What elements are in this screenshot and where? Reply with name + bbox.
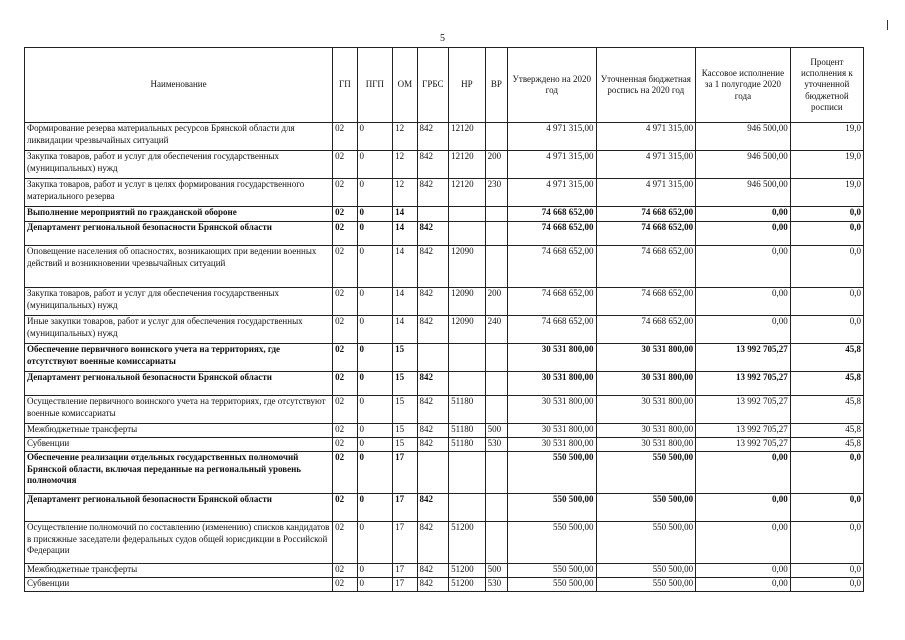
pgp-cell: 0 bbox=[357, 288, 393, 316]
table-header-row bbox=[25, 48, 864, 123]
gp-cell: 02 bbox=[333, 372, 357, 396]
cash-cell: 0,00 bbox=[696, 207, 791, 222]
vr-cell bbox=[485, 207, 507, 222]
np-cell: 51180 bbox=[449, 438, 486, 452]
revised-cell: 74 668 652,00 bbox=[596, 207, 696, 222]
approved-cell: 4 971 315,00 bbox=[508, 179, 596, 207]
cash-cell: 13 992 705,27 bbox=[696, 372, 791, 396]
name-cell: Иные закупки товаров, работ и услуг для обеспечения государственных (муниципальных) нужд bbox=[25, 316, 333, 344]
header-approved: Утверждено на 2020 год bbox=[508, 48, 596, 123]
grbs-cell: 842 bbox=[417, 123, 449, 151]
name-cell: Департамент региональной безопасности Брянской области bbox=[25, 222, 333, 246]
grbs-cell: 842 bbox=[417, 222, 449, 246]
pgp-cell: 0 bbox=[357, 494, 393, 522]
revised-cell: 4 971 315,00 bbox=[596, 123, 696, 151]
revised-cell: 74 668 652,00 bbox=[596, 246, 696, 288]
om-cell: 14 bbox=[393, 246, 417, 288]
table-row bbox=[25, 452, 864, 494]
cash-cell: 0,00 bbox=[696, 316, 791, 344]
om-cell: 12 bbox=[393, 179, 417, 207]
approved-cell: 74 668 652,00 bbox=[508, 316, 596, 344]
percent-cell: 19,0 bbox=[790, 123, 863, 151]
revised-cell: 30 531 800,00 bbox=[596, 372, 696, 396]
pgp-cell: 0 bbox=[357, 438, 393, 452]
revised-cell: 30 531 800,00 bbox=[596, 396, 696, 424]
om-cell: 17 bbox=[393, 578, 417, 592]
percent-cell: 0,0 bbox=[790, 564, 863, 578]
header-name: Наименование bbox=[25, 48, 333, 123]
cash-cell: 13 992 705,27 bbox=[696, 438, 791, 452]
percent-cell: 45,8 bbox=[790, 344, 863, 372]
vr-cell bbox=[485, 494, 507, 522]
np-cell: 51180 bbox=[449, 424, 486, 438]
cash-cell: 946 500,00 bbox=[696, 123, 791, 151]
revised-cell: 4 971 315,00 bbox=[596, 179, 696, 207]
np-cell bbox=[449, 222, 486, 246]
pgp-cell: 0 bbox=[357, 179, 393, 207]
header-np: НР bbox=[449, 48, 486, 123]
pgp-cell: 0 bbox=[357, 151, 393, 179]
grbs-cell: 842 bbox=[417, 438, 449, 452]
approved-cell: 4 971 315,00 bbox=[508, 151, 596, 179]
om-cell: 17 bbox=[393, 564, 417, 578]
vr-cell: 500 bbox=[485, 564, 507, 578]
vr-cell bbox=[485, 123, 507, 151]
table-row bbox=[25, 288, 864, 316]
grbs-cell: 842 bbox=[417, 288, 449, 316]
pgp-cell: 0 bbox=[357, 246, 393, 288]
cash-cell: 0,00 bbox=[696, 522, 791, 564]
approved-cell: 550 500,00 bbox=[508, 522, 596, 564]
revised-cell: 30 531 800,00 bbox=[596, 438, 696, 452]
cash-cell: 946 500,00 bbox=[696, 179, 791, 207]
approved-cell: 30 531 800,00 bbox=[508, 344, 596, 372]
np-cell: 12090 bbox=[449, 316, 486, 344]
np-cell: 12090 bbox=[449, 288, 486, 316]
gp-cell: 02 bbox=[333, 222, 357, 246]
gp-cell: 02 bbox=[333, 578, 357, 592]
gp-cell: 02 bbox=[333, 288, 357, 316]
pgp-cell: 0 bbox=[357, 452, 393, 494]
np-cell: 12120 bbox=[449, 123, 486, 151]
gp-cell: 02 bbox=[333, 494, 357, 522]
om-cell: 15 bbox=[393, 344, 417, 372]
table-row bbox=[25, 316, 864, 344]
np-cell bbox=[449, 494, 486, 522]
header-pgp: ПГП bbox=[357, 48, 393, 123]
pgp-cell: 0 bbox=[357, 344, 393, 372]
gp-cell: 02 bbox=[333, 396, 357, 424]
grbs-cell bbox=[417, 344, 449, 372]
np-cell: 12090 bbox=[449, 246, 486, 288]
pgp-cell: 0 bbox=[357, 522, 393, 564]
table-row bbox=[25, 123, 864, 151]
percent-cell: 45,8 bbox=[790, 372, 863, 396]
name-cell: Закупка товаров, работ и услуг в целях формирования государственного материального резерва bbox=[25, 179, 333, 207]
approved-cell: 74 668 652,00 bbox=[508, 246, 596, 288]
table-row bbox=[25, 372, 864, 396]
vr-cell: 530 bbox=[485, 438, 507, 452]
cash-cell: 0,00 bbox=[696, 452, 791, 494]
cash-cell: 0,00 bbox=[696, 288, 791, 316]
header-percent: Процент исполнения к уточненной бюджетной росписи bbox=[790, 48, 863, 123]
vr-cell: 530 bbox=[485, 578, 507, 592]
pgp-cell: 0 bbox=[357, 222, 393, 246]
gp-cell: 02 bbox=[333, 438, 357, 452]
np-cell: 51200 bbox=[449, 578, 486, 592]
grbs-cell: 842 bbox=[417, 396, 449, 424]
approved-cell: 30 531 800,00 bbox=[508, 396, 596, 424]
pgp-cell: 0 bbox=[357, 207, 393, 222]
name-cell: Обеспечение реализации отдельных государственных полномочий Брянской области, включая переданные на региональный уровень полномочия bbox=[25, 452, 333, 494]
gp-cell: 02 bbox=[333, 207, 357, 222]
pgp-cell: 0 bbox=[357, 372, 393, 396]
revised-cell: 550 500,00 bbox=[596, 578, 696, 592]
vr-cell: 200 bbox=[485, 288, 507, 316]
percent-cell: 0,0 bbox=[790, 207, 863, 222]
revised-cell: 4 971 315,00 bbox=[596, 151, 696, 179]
cash-cell: 13 992 705,27 bbox=[696, 396, 791, 424]
pgp-cell: 0 bbox=[357, 578, 393, 592]
name-cell: Обеспечение первичного воинского учета на территориях, где отсутствуют военные комиссариаты bbox=[25, 344, 333, 372]
percent-cell: 0,0 bbox=[790, 494, 863, 522]
percent-cell: 19,0 bbox=[790, 179, 863, 207]
cash-cell: 0,00 bbox=[696, 222, 791, 246]
table-row bbox=[25, 396, 864, 424]
percent-cell: 45,8 bbox=[790, 438, 863, 452]
header-vr: ВР bbox=[485, 48, 507, 123]
pgp-cell: 0 bbox=[357, 316, 393, 344]
om-cell: 14 bbox=[393, 207, 417, 222]
grbs-cell: 842 bbox=[417, 246, 449, 288]
table-row bbox=[25, 222, 864, 246]
grbs-cell: 842 bbox=[417, 424, 449, 438]
om-cell: 12 bbox=[393, 123, 417, 151]
name-cell: Оповещение населения об опасностях, возникающих при ведении военных действий и возникновении чрезвычайных ситуаций bbox=[25, 246, 333, 288]
header-gp: ГП bbox=[333, 48, 357, 123]
vr-cell bbox=[485, 372, 507, 396]
om-cell: 17 bbox=[393, 494, 417, 522]
percent-cell: 45,8 bbox=[790, 424, 863, 438]
om-cell: 14 bbox=[393, 222, 417, 246]
approved-cell: 74 668 652,00 bbox=[508, 288, 596, 316]
gp-cell: 02 bbox=[333, 316, 357, 344]
np-cell bbox=[449, 372, 486, 396]
np-cell bbox=[449, 344, 486, 372]
om-cell: 15 bbox=[393, 396, 417, 424]
name-cell: Осуществление полномочий по составлению (изменению) списков кандидатов в присяжные заседатели федеральных судов общей юрисдикции в Российской Федерации bbox=[25, 522, 333, 564]
header-om: ОМ bbox=[393, 48, 417, 123]
header-revised: Уточненная бюджетная роспись на 2020 год bbox=[596, 48, 696, 123]
approved-cell: 4 971 315,00 bbox=[508, 123, 596, 151]
np-cell: 12120 bbox=[449, 179, 486, 207]
margin-mark bbox=[887, 20, 888, 30]
percent-cell: 0,0 bbox=[790, 578, 863, 592]
budget-table bbox=[24, 47, 864, 592]
percent-cell: 19,0 bbox=[790, 151, 863, 179]
percent-cell: 0,0 bbox=[790, 288, 863, 316]
grbs-cell: 842 bbox=[417, 372, 449, 396]
vr-cell bbox=[485, 222, 507, 246]
percent-cell: 45,8 bbox=[790, 396, 863, 424]
approved-cell: 74 668 652,00 bbox=[508, 222, 596, 246]
name-cell: Закупка товаров, работ и услуг для обеспечения государственных (муниципальных) нужд bbox=[25, 288, 333, 316]
approved-cell: 30 531 800,00 bbox=[508, 424, 596, 438]
revised-cell: 550 500,00 bbox=[596, 494, 696, 522]
percent-cell: 0,0 bbox=[790, 222, 863, 246]
vr-cell bbox=[485, 396, 507, 424]
name-cell: Департамент региональной безопасности Брянской области bbox=[25, 494, 333, 522]
om-cell: 12 bbox=[393, 151, 417, 179]
name-cell: Формирование резерва материальных ресурсов Брянской области для ликвидации чрезвычайных ситуаций bbox=[25, 123, 333, 151]
cash-cell: 13 992 705,27 bbox=[696, 424, 791, 438]
om-cell: 15 bbox=[393, 438, 417, 452]
table-row bbox=[25, 179, 864, 207]
grbs-cell: 842 bbox=[417, 564, 449, 578]
gp-cell: 02 bbox=[333, 344, 357, 372]
np-cell: 12120 bbox=[449, 151, 486, 179]
np-cell bbox=[449, 452, 486, 494]
gp-cell: 02 bbox=[333, 424, 357, 438]
percent-cell: 0,0 bbox=[790, 522, 863, 564]
table-body bbox=[25, 123, 864, 592]
name-cell: Департамент региональной безопасности Брянской области bbox=[25, 372, 333, 396]
name-cell: Субвенции bbox=[25, 438, 333, 452]
approved-cell: 30 531 800,00 bbox=[508, 372, 596, 396]
approved-cell: 550 500,00 bbox=[508, 578, 596, 592]
grbs-cell: 842 bbox=[417, 179, 449, 207]
cash-cell: 0,00 bbox=[696, 578, 791, 592]
gp-cell: 02 bbox=[333, 522, 357, 564]
table-row bbox=[25, 207, 864, 222]
revised-cell: 30 531 800,00 bbox=[596, 344, 696, 372]
np-cell: 51200 bbox=[449, 564, 486, 578]
om-cell: 14 bbox=[393, 288, 417, 316]
pgp-cell: 0 bbox=[357, 424, 393, 438]
om-cell: 15 bbox=[393, 372, 417, 396]
gp-cell: 02 bbox=[333, 246, 357, 288]
approved-cell: 550 500,00 bbox=[508, 564, 596, 578]
grbs-cell: 842 bbox=[417, 316, 449, 344]
vr-cell: 500 bbox=[485, 424, 507, 438]
cash-cell: 0,00 bbox=[696, 246, 791, 288]
cash-cell: 946 500,00 bbox=[696, 151, 791, 179]
revised-cell: 74 668 652,00 bbox=[596, 316, 696, 344]
name-cell: Межбюджетные трансферты bbox=[25, 564, 333, 578]
gp-cell: 02 bbox=[333, 564, 357, 578]
table-row bbox=[25, 522, 864, 564]
cash-cell: 0,00 bbox=[696, 564, 791, 578]
grbs-cell: 842 bbox=[417, 151, 449, 179]
pgp-cell: 0 bbox=[357, 123, 393, 151]
name-cell: Выполнение мероприятий по гражданской обороне bbox=[25, 207, 333, 222]
name-cell: Закупка товаров, работ и услуг для обеспечения государственных (муниципальных) нужд bbox=[25, 151, 333, 179]
table-row bbox=[25, 246, 864, 288]
name-cell: Осуществление первичного воинского учета на территориях, где отсутствуют военные комиссариаты bbox=[25, 396, 333, 424]
cash-cell: 0,00 bbox=[696, 494, 791, 522]
grbs-cell: 842 bbox=[417, 578, 449, 592]
revised-cell: 74 668 652,00 bbox=[596, 288, 696, 316]
om-cell: 17 bbox=[393, 452, 417, 494]
header-grbs: ГРБС bbox=[417, 48, 449, 123]
percent-cell: 0,0 bbox=[790, 246, 863, 288]
np-cell: 51200 bbox=[449, 522, 486, 564]
revised-cell: 550 500,00 bbox=[596, 564, 696, 578]
revised-cell: 74 668 652,00 bbox=[596, 222, 696, 246]
om-cell: 15 bbox=[393, 424, 417, 438]
percent-cell: 0,0 bbox=[790, 452, 863, 494]
percent-cell: 0,0 bbox=[790, 316, 863, 344]
name-cell: Межбюджетные трансферты bbox=[25, 424, 333, 438]
table-row bbox=[25, 424, 864, 438]
approved-cell: 550 500,00 bbox=[508, 452, 596, 494]
table-row bbox=[25, 344, 864, 372]
approved-cell: 30 531 800,00 bbox=[508, 438, 596, 452]
table-row bbox=[25, 151, 864, 179]
table-row bbox=[25, 494, 864, 522]
gp-cell: 02 bbox=[333, 179, 357, 207]
pgp-cell: 0 bbox=[357, 396, 393, 424]
grbs-cell bbox=[417, 452, 449, 494]
vr-cell bbox=[485, 452, 507, 494]
gp-cell: 02 bbox=[333, 452, 357, 494]
np-cell bbox=[449, 207, 486, 222]
page-number: 5 bbox=[440, 33, 445, 44]
approved-cell: 74 668 652,00 bbox=[508, 207, 596, 222]
approved-cell: 550 500,00 bbox=[508, 494, 596, 522]
name-cell: Субвенции bbox=[25, 578, 333, 592]
grbs-cell: 842 bbox=[417, 522, 449, 564]
om-cell: 14 bbox=[393, 316, 417, 344]
revised-cell: 30 531 800,00 bbox=[596, 424, 696, 438]
revised-cell: 550 500,00 bbox=[596, 522, 696, 564]
table-row bbox=[25, 564, 864, 578]
header-cash: Кассовое исполнение за 1 полугодие 2020 года bbox=[696, 48, 791, 123]
vr-cell: 230 bbox=[485, 179, 507, 207]
revised-cell: 550 500,00 bbox=[596, 452, 696, 494]
pgp-cell: 0 bbox=[357, 564, 393, 578]
gp-cell: 02 bbox=[333, 151, 357, 179]
vr-cell bbox=[485, 522, 507, 564]
table-row bbox=[25, 578, 864, 592]
gp-cell: 02 bbox=[333, 123, 357, 151]
table-row bbox=[25, 438, 864, 452]
vr-cell: 240 bbox=[485, 316, 507, 344]
vr-cell bbox=[485, 246, 507, 288]
vr-cell bbox=[485, 344, 507, 372]
grbs-cell: 842 bbox=[417, 494, 449, 522]
vr-cell: 200 bbox=[485, 151, 507, 179]
om-cell: 17 bbox=[393, 522, 417, 564]
grbs-cell bbox=[417, 207, 449, 222]
cash-cell: 13 992 705,27 bbox=[696, 344, 791, 372]
np-cell: 51180 bbox=[449, 396, 486, 424]
